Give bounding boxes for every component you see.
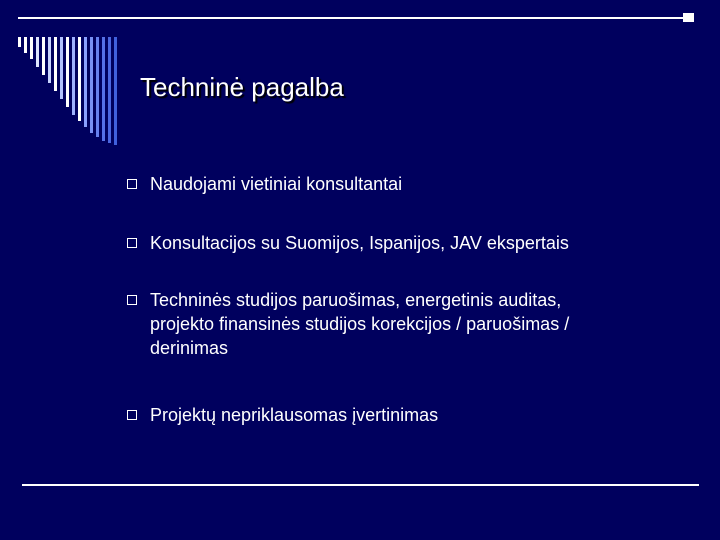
bullet-item [127, 288, 620, 360]
bullet-text: Projektų nepriklausomas įvertinimas [150, 405, 439, 425]
hollow-square-icon [127, 238, 137, 248]
bullet-text: Techninės studijos paruošimas, energetinis auditas, projekto finansinės studijos korekcijos / paruošimas / derinimas [150, 290, 570, 358]
bullet-item [127, 403, 620, 427]
corner-square-icon [683, 13, 694, 22]
slide-title: Techninė pagalba [140, 72, 344, 102]
bullet-item [127, 231, 620, 255]
hollow-square-icon [127, 179, 137, 189]
bullet-text: Konsultacijos su Suomijos, Ispanijos, JAV ekspertais [150, 233, 569, 253]
hollow-square-icon [127, 295, 137, 305]
hollow-square-icon [127, 410, 137, 420]
bottom-rule [22, 484, 699, 486]
bullet-text: Naudojami vietiniai konsultantai [150, 174, 403, 194]
bullet-item [127, 172, 620, 196]
top-rule [18, 17, 694, 19]
decorative-stripes-icon [18, 37, 118, 145]
